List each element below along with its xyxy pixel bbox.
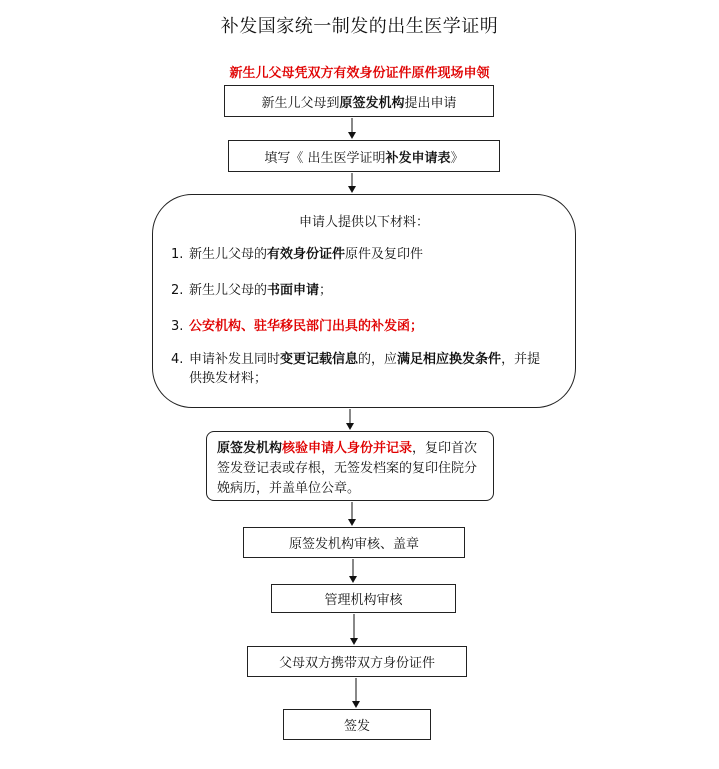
materials-box (152, 194, 576, 408)
verify-box (206, 431, 494, 501)
step-fill-form-box (228, 140, 500, 172)
step-admin-review-box (271, 584, 456, 613)
arrowhead-7 (352, 701, 360, 708)
arrowhead-2 (348, 186, 356, 193)
page-title: 补发国家统一制发的出生医学证明 (220, 16, 499, 37)
arrowhead-1 (348, 132, 356, 139)
arrowhead-4 (348, 519, 356, 526)
step-review-stamp-box (243, 527, 465, 558)
step-admin-review-text: 管理机构审核 (324, 593, 403, 608)
materials-item-3: 3. 公安机构、驻华移民部门出具的补发函； (171, 319, 424, 334)
arrowhead-6 (350, 638, 358, 645)
step-fill-form-text: 填写《 出生医学证明补发申请表》 (264, 150, 464, 166)
step-apply-text: 新生儿父母到原签发机构提出申请 (261, 95, 457, 111)
arrowhead-5 (349, 576, 357, 583)
step-apply-box (224, 85, 494, 117)
step-issue-box (283, 709, 431, 740)
step-review-stamp-text: 原签发机构审核、盖章 (288, 537, 419, 552)
step-bring-id-text: 父母双方携带双方身份证件 (278, 656, 435, 671)
step-issue-text: 签发 (343, 719, 370, 734)
materials-item-2: 2. 新生儿父母的书面申请； (171, 283, 333, 298)
arrowhead-3 (346, 423, 354, 430)
materials-item-1: 1. 新生儿父母的有效身份证件原件及复印件 (171, 247, 424, 262)
step-bring-id-box (247, 646, 467, 677)
subtitle: 新生儿父母凭双方有效身份证件原件现场申领 (229, 66, 490, 81)
verify-text: 原签发机构核验申请人身份并记录，复印首次签发登记表或存根，无签发档案的复印住院分娩病历，并盖单位公章。 (217, 441, 478, 496)
materials-item-4: 4. 申请补发且同时变更记载信息的，应满足相应换发条件，并提供换发材料； (171, 352, 541, 386)
materials-title: 申请人提供以下材料： (298, 215, 429, 230)
